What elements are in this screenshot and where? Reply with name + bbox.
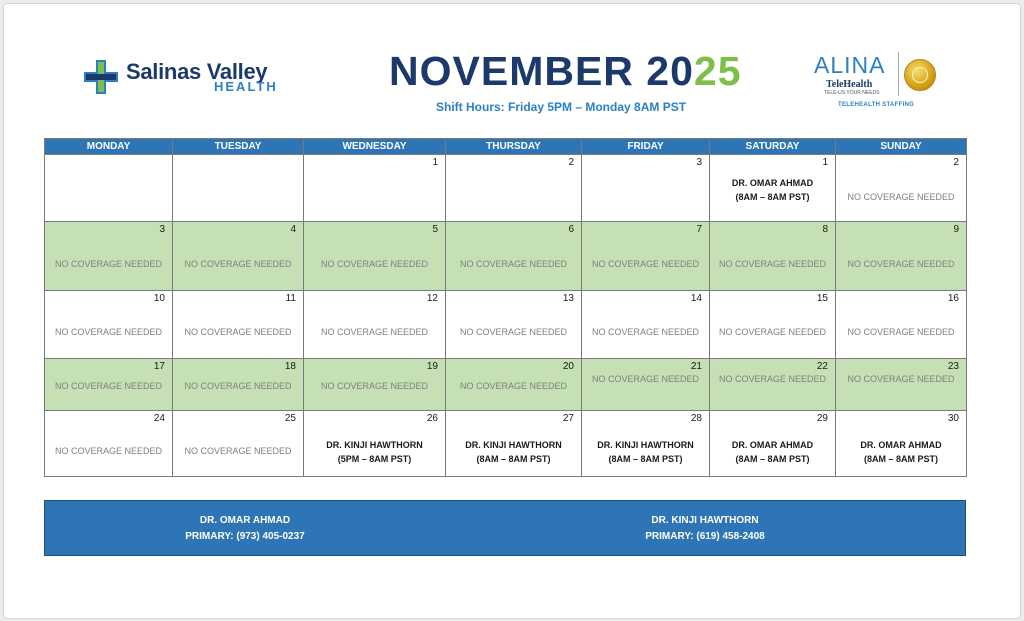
shift-hours: (8AM – 8AM PST)	[863, 454, 938, 464]
coverage-status: NO COVERAGE NEEDED	[847, 374, 955, 384]
shift-hours-subtitle: Shift Hours: Friday 5PM – Monday 8AM PST	[436, 100, 687, 114]
alina-tagline: TELE-US YOUR NEEDS	[824, 90, 880, 96]
shift-hours: (8AM – 8AM PST)	[608, 454, 683, 464]
page-title	[389, 48, 742, 94]
calendar-day-cell	[304, 291, 446, 359]
salinas-valley-health-logo	[84, 60, 334, 94]
calendar-day-cell	[45, 411, 173, 477]
doctor-name: DR. KINJI HAWTHORN	[326, 440, 423, 450]
day-number: 5	[432, 224, 438, 235]
shift-assignment	[446, 438, 581, 466]
day-number: 28	[690, 413, 702, 424]
calendar-day-cell	[710, 155, 836, 222]
calendar-day-cell	[173, 291, 304, 359]
calendar-week-5	[45, 411, 967, 477]
contact-name: DR. OMAR AHMAD	[199, 515, 291, 526]
coverage-status: NO COVERAGE NEEDED	[591, 327, 700, 337]
contact-phone: PRIMARY: (619) 458-2408	[645, 531, 765, 542]
day-number: 1	[432, 157, 438, 168]
calendar-day-cell	[836, 411, 967, 477]
day-number: 30	[947, 413, 959, 424]
alina-wordmark: ALINA	[814, 52, 886, 78]
coverage-status: NO COVERAGE NEEDED	[320, 327, 429, 337]
contact-name: DR. KINJI HAWTHORN	[651, 515, 759, 526]
coverage-status: NO COVERAGE NEEDED	[54, 446, 163, 456]
calendar-day-cell	[710, 411, 836, 477]
coverage-status: NO COVERAGE NEEDED	[54, 381, 163, 391]
day-number: 3	[696, 157, 702, 168]
coverage-status: NO COVERAGE NEEDED	[591, 374, 700, 384]
day-number: 26	[426, 413, 438, 424]
calendar-day-cell	[582, 222, 710, 291]
calendar-day-cell	[304, 411, 446, 477]
day-number: 17	[153, 361, 165, 372]
weekday-header-saturday: SATURDAY	[710, 139, 836, 155]
day-number: 13	[562, 293, 574, 304]
contact-card	[115, 513, 375, 545]
logo-text-health: HEALTH	[214, 79, 278, 94]
weekday-header-monday: MONDAY	[45, 139, 173, 155]
coverage-status: NO COVERAGE NEEDED	[847, 192, 955, 202]
calendar-day-cell	[582, 291, 710, 359]
logo-divider	[898, 52, 899, 96]
doctor-name: DR. KINJI HAWTHORN	[597, 440, 694, 450]
coverage-status: NO COVERAGE NEEDED	[718, 327, 827, 337]
day-number: 3	[159, 224, 165, 235]
day-number: 14	[690, 293, 702, 304]
coverage-status: NO COVERAGE NEEDED	[184, 327, 292, 337]
doctor-name: DR. KINJI HAWTHORN	[465, 440, 562, 450]
gold-seal-icon	[904, 59, 936, 91]
calendar-day-cell	[582, 359, 710, 411]
telehealth-wordmark: TeleHealth	[826, 79, 873, 90]
calendar-day-cell	[446, 155, 582, 222]
coverage-status: NO COVERAGE NEEDED	[847, 327, 955, 337]
calendar-grid	[44, 138, 967, 477]
calendar-day-cell	[45, 359, 173, 411]
coverage-status: NO COVERAGE NEEDED	[459, 259, 568, 269]
calendar-day-cell	[582, 155, 710, 222]
weekday-header-friday: FRIDAY	[582, 139, 710, 155]
day-number: 8	[822, 224, 828, 235]
medical-cross-icon	[84, 60, 118, 94]
day-number: 24	[153, 413, 165, 424]
schedule-page	[3, 3, 1021, 619]
coverage-status: NO COVERAGE NEEDED	[847, 259, 955, 269]
weekday-header-thursday: THURSDAY	[446, 139, 582, 155]
calendar-day-cell	[173, 222, 304, 291]
calendar-day-cell	[836, 359, 967, 411]
shift-assignment	[710, 176, 835, 204]
day-number: 7	[696, 224, 702, 235]
day-number: 15	[816, 293, 828, 304]
coverage-status: NO COVERAGE NEEDED	[320, 381, 429, 391]
calendar-day-cell	[446, 359, 582, 411]
calendar-day-cell	[45, 222, 173, 291]
coverage-status: NO COVERAGE NEEDED	[184, 381, 292, 391]
calendar-day-cell	[836, 291, 967, 359]
day-number: 23	[947, 361, 959, 372]
telehealth-staffing-label: TELEHEALTH STAFFING	[838, 102, 915, 108]
coverage-status: NO COVERAGE NEEDED	[718, 374, 827, 384]
logo-text-salinas-valley: Salinas Valley	[126, 59, 268, 84]
contact-card	[575, 513, 835, 545]
day-number: 1	[822, 157, 828, 168]
day-number: 27	[562, 413, 574, 424]
calendar-day-cell	[836, 222, 967, 291]
shift-assignment	[582, 438, 709, 466]
coverage-status: NO COVERAGE NEEDED	[54, 259, 163, 269]
day-number: 11	[285, 293, 296, 304]
day-number: 4	[290, 224, 296, 235]
day-number: 2	[568, 157, 574, 168]
calendar-week-4	[45, 359, 967, 411]
calendar-week-1	[45, 155, 967, 222]
calendar-day-cell	[304, 359, 446, 411]
shift-hours: (8AM – 8AM PST)	[735, 192, 810, 202]
coverage-status: NO COVERAGE NEEDED	[184, 259, 292, 269]
weekday-header-row	[45, 139, 967, 155]
doctor-name: DR. OMAR AHMAD	[860, 440, 942, 450]
day-number: 2	[953, 157, 959, 168]
coverage-status: NO COVERAGE NEEDED	[184, 446, 292, 456]
shift-assignment	[836, 438, 966, 466]
coverage-status: NO COVERAGE NEEDED	[459, 381, 568, 391]
weekday-header-wednesday: WEDNESDAY	[304, 139, 446, 155]
shift-hours: (8AM – 8AM PST)	[735, 454, 810, 464]
calendar-day-cell	[45, 291, 173, 359]
calendar-day-cell	[304, 222, 446, 291]
alina-telehealth-logo	[812, 52, 942, 114]
calendar-week-3	[45, 291, 967, 359]
calendar-day-cell	[173, 155, 304, 222]
calendar-day-cell	[446, 222, 582, 291]
calendar-day-cell	[45, 155, 173, 222]
day-number: 21	[690, 361, 702, 372]
doctor-name: DR. OMAR AHMAD	[731, 440, 814, 450]
coverage-status: NO COVERAGE NEEDED	[459, 327, 568, 337]
calendar-day-cell	[582, 411, 710, 477]
day-number: 10	[153, 293, 165, 304]
day-number: 6	[568, 224, 574, 235]
coverage-status: NO COVERAGE NEEDED	[54, 327, 163, 337]
day-number: 18	[284, 361, 296, 372]
weekday-header-tuesday: TUESDAY	[173, 139, 304, 155]
day-number: 22	[816, 361, 828, 372]
title-year-accent: 25	[693, 48, 742, 94]
weekday-header-sunday: SUNDAY	[836, 139, 967, 155]
shift-hours: (8AM – 8AM PST)	[476, 454, 551, 464]
calendar-day-cell	[173, 359, 304, 411]
calendar-day-cell	[710, 222, 836, 291]
calendar-day-cell	[710, 291, 836, 359]
calendar-day-cell	[710, 359, 836, 411]
calendar-day-cell	[446, 411, 582, 477]
shift-assignment	[304, 438, 445, 466]
day-number: 12	[426, 293, 438, 304]
day-number: 20	[562, 361, 574, 372]
shift-hours: (5PM – 8AM PST)	[337, 454, 412, 464]
calendar-day-cell	[173, 411, 304, 477]
calendar-week-2	[45, 222, 967, 291]
day-number: 25	[284, 413, 296, 424]
day-number: 19	[426, 361, 438, 372]
calendar-day-cell	[836, 155, 967, 222]
contact-footer	[44, 500, 966, 556]
calendar-day-cell	[446, 291, 582, 359]
coverage-status: NO COVERAGE NEEDED	[591, 259, 700, 269]
coverage-status: NO COVERAGE NEEDED	[320, 259, 429, 269]
coverage-status: NO COVERAGE NEEDED	[718, 259, 827, 269]
day-number: 29	[816, 413, 828, 424]
contact-phone: PRIMARY: (973) 405-0237	[185, 531, 305, 542]
calendar-day-cell	[304, 155, 446, 222]
day-number: 16	[947, 293, 959, 304]
title-month-year: NOVEMBER 20	[389, 48, 694, 94]
day-number: 9	[953, 224, 959, 235]
doctor-name: DR. OMAR AHMAD	[731, 178, 814, 188]
shift-assignment	[710, 438, 835, 466]
